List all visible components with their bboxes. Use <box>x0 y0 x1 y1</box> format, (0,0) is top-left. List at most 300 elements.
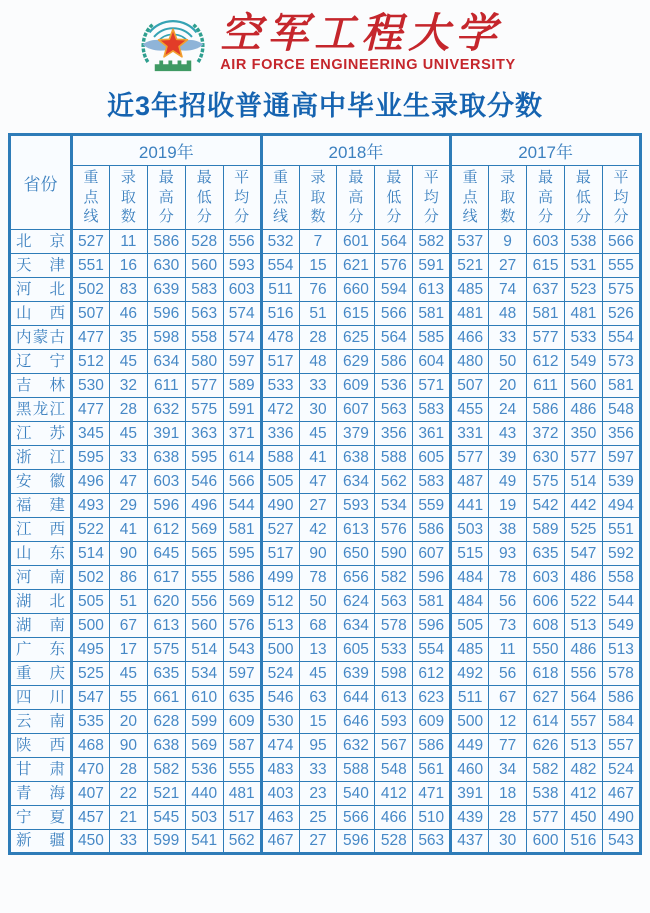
score-cell: 517 <box>261 350 299 374</box>
score-cell: 45 <box>299 422 337 446</box>
score-cell: 556 <box>223 230 261 254</box>
score-cell: 28 <box>109 758 147 782</box>
score-cell: 600 <box>527 830 565 854</box>
score-cell: 615 <box>337 302 375 326</box>
score-cell: 615 <box>527 254 565 278</box>
score-cell: 555 <box>223 758 261 782</box>
score-cell: 539 <box>602 470 640 494</box>
score-cell: 591 <box>223 398 261 422</box>
score-cell: 618 <box>527 662 565 686</box>
province-name: 内蒙古 <box>10 326 72 350</box>
score-cell: 450 <box>564 806 602 830</box>
score-cell: 595 <box>185 446 223 470</box>
score-cell: 577 <box>451 446 489 470</box>
score-cell: 33 <box>299 758 337 782</box>
score-cell: 611 <box>147 374 185 398</box>
province-name: 新疆 <box>10 830 72 854</box>
score-cell: 576 <box>223 614 261 638</box>
score-cell: 477 <box>72 326 110 350</box>
table-row <box>10 590 641 614</box>
score-cell: 28 <box>299 326 337 350</box>
score-cell: 629 <box>337 350 375 374</box>
score-cell: 599 <box>147 830 185 854</box>
score-cell: 514 <box>72 542 110 566</box>
score-cell: 486 <box>564 566 602 590</box>
score-cell: 583 <box>413 398 451 422</box>
score-cell: 533 <box>564 326 602 350</box>
score-cell: 502 <box>72 566 110 590</box>
score-cell: 77 <box>489 734 527 758</box>
score-cell: 513 <box>564 734 602 758</box>
score-cell: 483 <box>261 758 299 782</box>
score-cell: 39 <box>489 446 527 470</box>
score-cell: 543 <box>602 830 640 854</box>
score-cell: 588 <box>337 758 375 782</box>
score-cell: 560 <box>185 614 223 638</box>
score-cell: 486 <box>564 398 602 422</box>
score-cell: 468 <box>72 734 110 758</box>
score-cell: 540 <box>337 782 375 806</box>
score-cell: 586 <box>147 230 185 254</box>
score-cell: 634 <box>337 614 375 638</box>
score-cell: 588 <box>375 446 413 470</box>
score-cell: 507 <box>451 374 489 398</box>
score-cell: 331 <box>451 422 489 446</box>
score-cell: 43 <box>489 422 527 446</box>
score-cell: 610 <box>185 686 223 710</box>
table-row <box>10 470 641 494</box>
score-cell: 562 <box>375 470 413 494</box>
score-cell: 67 <box>489 686 527 710</box>
score-cell: 32 <box>109 374 147 398</box>
score-cell: 24 <box>489 398 527 422</box>
score-cell: 450 <box>72 830 110 854</box>
score-cell: 25 <box>299 806 337 830</box>
score-cell: 372 <box>527 422 565 446</box>
score-cell: 56 <box>489 662 527 686</box>
score-cell: 634 <box>147 350 185 374</box>
score-cell: 545 <box>147 806 185 830</box>
score-cell: 56 <box>489 590 527 614</box>
score-cell: 547 <box>564 542 602 566</box>
score-cell: 613 <box>337 518 375 542</box>
score-cell: 609 <box>337 374 375 398</box>
score-cell: 581 <box>413 590 451 614</box>
score-cell: 560 <box>564 374 602 398</box>
score-cell: 516 <box>564 830 602 854</box>
province-name: 辽宁 <box>10 350 72 374</box>
score-cell: 30 <box>299 398 337 422</box>
metric-header: 平均分 <box>602 166 640 230</box>
score-cell: 578 <box>375 614 413 638</box>
score-cell: 490 <box>261 494 299 518</box>
score-cell: 47 <box>299 470 337 494</box>
score-cell: 560 <box>185 254 223 278</box>
score-cell: 586 <box>375 350 413 374</box>
score-cell: 48 <box>489 302 527 326</box>
score-cell: 585 <box>413 326 451 350</box>
score-cell: 577 <box>527 806 565 830</box>
year-header-2017: 2017年 <box>451 135 641 166</box>
score-cell: 661 <box>147 686 185 710</box>
score-cell: 29 <box>109 494 147 518</box>
score-cell: 517 <box>223 806 261 830</box>
score-cell: 492 <box>451 662 489 686</box>
score-cell: 660 <box>337 278 375 302</box>
score-cell: 583 <box>413 470 451 494</box>
score-cell: 530 <box>72 374 110 398</box>
score-cell: 656 <box>337 566 375 590</box>
score-cell: 549 <box>602 614 640 638</box>
table-row <box>10 662 641 686</box>
score-cell: 391 <box>147 422 185 446</box>
score-cell: 481 <box>223 782 261 806</box>
score-cell: 623 <box>413 686 451 710</box>
score-cell: 547 <box>72 686 110 710</box>
table-row <box>10 446 641 470</box>
score-cell: 565 <box>185 542 223 566</box>
score-cell: 581 <box>413 302 451 326</box>
score-cell: 38 <box>489 518 527 542</box>
score-cell: 577 <box>564 446 602 470</box>
score-cell: 440 <box>185 782 223 806</box>
score-cell: 486 <box>564 638 602 662</box>
score-cell: 589 <box>223 374 261 398</box>
university-name-block <box>220 9 516 73</box>
score-cell: 49 <box>489 470 527 494</box>
score-cell: 500 <box>261 638 299 662</box>
score-cell: 554 <box>261 254 299 278</box>
score-cell: 589 <box>527 518 565 542</box>
score-cell: 571 <box>413 374 451 398</box>
score-cell: 21 <box>109 806 147 830</box>
score-cell: 554 <box>602 326 640 350</box>
score-cell: 601 <box>337 230 375 254</box>
score-cell: 33 <box>299 374 337 398</box>
province-name: 河北 <box>10 278 72 302</box>
score-cell: 471 <box>413 782 451 806</box>
province-name: 河南 <box>10 566 72 590</box>
province-name: 北京 <box>10 230 72 254</box>
score-cell: 562 <box>223 830 261 854</box>
score-cell: 514 <box>564 470 602 494</box>
score-cell: 593 <box>337 494 375 518</box>
score-cell: 530 <box>261 710 299 734</box>
score-cell: 27 <box>299 494 337 518</box>
score-cell: 27 <box>299 830 337 854</box>
table-body <box>10 230 641 854</box>
score-cell: 90 <box>299 542 337 566</box>
score-cell: 580 <box>185 350 223 374</box>
score-cell: 621 <box>337 254 375 278</box>
province-name: 四川 <box>10 686 72 710</box>
score-cell: 556 <box>185 590 223 614</box>
score-cell: 596 <box>147 302 185 326</box>
score-cell: 586 <box>413 518 451 542</box>
score-cell: 13 <box>299 638 337 662</box>
score-cell: 11 <box>489 638 527 662</box>
score-cell: 611 <box>527 374 565 398</box>
admission-scores-table <box>8 133 642 855</box>
table-row <box>10 350 641 374</box>
score-cell: 566 <box>375 302 413 326</box>
score-cell: 33 <box>109 446 147 470</box>
score-cell: 544 <box>223 494 261 518</box>
score-cell: 632 <box>147 398 185 422</box>
province-name: 浙江 <box>10 446 72 470</box>
score-cell: 551 <box>602 518 640 542</box>
score-cell: 503 <box>451 518 489 542</box>
score-cell: 605 <box>337 638 375 662</box>
score-cell: 595 <box>223 542 261 566</box>
score-cell: 603 <box>527 566 565 590</box>
table-row <box>10 230 641 254</box>
province-name: 陕西 <box>10 734 72 758</box>
table-row <box>10 494 641 518</box>
score-cell: 538 <box>564 230 602 254</box>
province-name: 山东 <box>10 542 72 566</box>
score-cell: 23 <box>299 782 337 806</box>
score-cell: 356 <box>375 422 413 446</box>
score-cell: 544 <box>602 590 640 614</box>
table-row <box>10 782 641 806</box>
score-cell: 513 <box>261 614 299 638</box>
score-cell: 42 <box>299 518 337 542</box>
year-header-2018: 2018年 <box>261 135 451 166</box>
metric-header: 重点线 <box>261 166 299 230</box>
score-cell: 563 <box>413 830 451 854</box>
score-cell: 536 <box>375 374 413 398</box>
score-cell: 22 <box>109 782 147 806</box>
score-cell: 516 <box>261 302 299 326</box>
score-cell: 576 <box>375 518 413 542</box>
score-cell: 467 <box>261 830 299 854</box>
score-cell: 558 <box>602 566 640 590</box>
score-cell: 612 <box>147 518 185 542</box>
score-cell: 612 <box>413 662 451 686</box>
score-cell: 9 <box>489 230 527 254</box>
score-cell: 76 <box>299 278 337 302</box>
score-cell: 11 <box>109 230 147 254</box>
score-cell: 45 <box>299 662 337 686</box>
score-cell: 587 <box>223 734 261 758</box>
score-cell: 582 <box>375 566 413 590</box>
score-cell: 538 <box>527 782 565 806</box>
score-cell: 95 <box>299 734 337 758</box>
score-cell: 578 <box>602 662 640 686</box>
score-cell: 650 <box>337 542 375 566</box>
score-cell: 582 <box>527 758 565 782</box>
score-cell: 41 <box>299 446 337 470</box>
score-cell: 480 <box>451 350 489 374</box>
score-cell: 525 <box>72 662 110 686</box>
score-cell: 510 <box>413 806 451 830</box>
table-header <box>10 135 641 230</box>
table-row <box>10 734 641 758</box>
province-name: 江苏 <box>10 422 72 446</box>
score-cell: 555 <box>602 254 640 278</box>
score-cell: 637 <box>527 278 565 302</box>
score-cell: 496 <box>72 470 110 494</box>
score-cell: 564 <box>375 230 413 254</box>
province-name: 宁夏 <box>10 806 72 830</box>
score-cell: 17 <box>109 638 147 662</box>
score-cell: 499 <box>261 566 299 590</box>
metric-header: 最高分 <box>527 166 565 230</box>
score-cell: 534 <box>185 662 223 686</box>
score-cell: 463 <box>261 806 299 830</box>
score-cell: 507 <box>72 302 110 326</box>
air-force-emblem-logo <box>134 5 212 81</box>
score-cell: 512 <box>72 350 110 374</box>
score-cell: 34 <box>489 758 527 782</box>
score-cell: 391 <box>451 782 489 806</box>
score-cell: 531 <box>564 254 602 278</box>
province-name: 广东 <box>10 638 72 662</box>
province-name: 福建 <box>10 494 72 518</box>
table-row <box>10 542 641 566</box>
score-cell: 603 <box>147 470 185 494</box>
province-name: 吉林 <box>10 374 72 398</box>
score-cell: 50 <box>299 590 337 614</box>
score-cell: 485 <box>451 278 489 302</box>
score-cell: 630 <box>527 446 565 470</box>
score-cell: 581 <box>527 302 565 326</box>
score-cell: 532 <box>261 230 299 254</box>
score-cell: 613 <box>147 614 185 638</box>
score-cell: 503 <box>185 806 223 830</box>
score-cell: 7 <box>299 230 337 254</box>
province-name: 湖北 <box>10 590 72 614</box>
score-cell: 609 <box>223 710 261 734</box>
table-row <box>10 614 641 638</box>
score-cell: 577 <box>527 326 565 350</box>
score-cell: 556 <box>564 662 602 686</box>
score-cell: 481 <box>451 302 489 326</box>
score-cell: 624 <box>337 590 375 614</box>
score-cell: 74 <box>489 278 527 302</box>
score-cell: 47 <box>109 470 147 494</box>
score-cell: 612 <box>527 350 565 374</box>
score-cell: 554 <box>413 638 451 662</box>
score-cell: 563 <box>375 398 413 422</box>
score-cell: 569 <box>223 590 261 614</box>
score-cell: 574 <box>223 302 261 326</box>
score-cell: 46 <box>109 302 147 326</box>
score-cell: 563 <box>375 590 413 614</box>
score-cell: 73 <box>489 614 527 638</box>
score-cell: 549 <box>564 350 602 374</box>
score-cell: 596 <box>337 830 375 854</box>
province-name: 江西 <box>10 518 72 542</box>
score-cell: 584 <box>602 710 640 734</box>
score-cell: 586 <box>527 398 565 422</box>
score-cell: 635 <box>223 686 261 710</box>
score-cell: 345 <box>72 422 110 446</box>
score-cell: 563 <box>185 302 223 326</box>
score-cell: 12 <box>489 710 527 734</box>
score-cell: 582 <box>147 758 185 782</box>
score-cell: 566 <box>337 806 375 830</box>
score-cell: 575 <box>602 278 640 302</box>
score-cell: 336 <box>261 422 299 446</box>
score-cell: 33 <box>489 326 527 350</box>
year-header-2019: 2019年 <box>72 135 262 166</box>
score-cell: 638 <box>147 446 185 470</box>
score-cell: 590 <box>375 542 413 566</box>
university-name-en: AIR FORCE ENGINEERING UNIVERSITY <box>220 56 516 73</box>
score-cell: 614 <box>223 446 261 470</box>
score-cell: 407 <box>72 782 110 806</box>
metric-header: 最低分 <box>375 166 413 230</box>
score-cell: 592 <box>602 542 640 566</box>
score-cell: 583 <box>185 278 223 302</box>
province-name: 湖南 <box>10 614 72 638</box>
score-cell: 598 <box>375 662 413 686</box>
score-cell: 613 <box>375 686 413 710</box>
table-row <box>10 374 641 398</box>
score-cell: 505 <box>261 470 299 494</box>
score-cell: 630 <box>147 254 185 278</box>
metric-header: 最低分 <box>564 166 602 230</box>
score-cell: 493 <box>72 494 110 518</box>
score-cell: 524 <box>261 662 299 686</box>
score-cell: 569 <box>185 734 223 758</box>
score-cell: 593 <box>375 710 413 734</box>
score-cell: 68 <box>299 614 337 638</box>
metric-header: 录取数 <box>109 166 147 230</box>
score-cell: 517 <box>261 542 299 566</box>
score-cell: 494 <box>602 494 640 518</box>
score-cell: 524 <box>602 758 640 782</box>
score-cell: 490 <box>602 806 640 830</box>
score-cell: 576 <box>375 254 413 278</box>
score-cell: 474 <box>261 734 299 758</box>
score-cell: 542 <box>527 494 565 518</box>
score-cell: 35 <box>109 326 147 350</box>
university-name-cn: 空军工程大学 <box>220 9 503 58</box>
score-cell: 15 <box>299 710 337 734</box>
score-cell: 30 <box>489 830 527 854</box>
table-row <box>10 302 641 326</box>
score-cell: 613 <box>413 278 451 302</box>
score-cell: 521 <box>451 254 489 278</box>
score-cell: 638 <box>337 446 375 470</box>
score-cell: 597 <box>223 350 261 374</box>
table-row <box>10 638 641 662</box>
table-row <box>10 566 641 590</box>
score-cell: 625 <box>337 326 375 350</box>
score-cell: 361 <box>413 422 451 446</box>
score-cell: 581 <box>223 518 261 542</box>
score-cell: 522 <box>564 590 602 614</box>
score-cell: 537 <box>451 230 489 254</box>
score-cell: 557 <box>564 710 602 734</box>
score-cell: 541 <box>185 830 223 854</box>
score-cell: 596 <box>147 494 185 518</box>
score-cell: 646 <box>337 710 375 734</box>
table-row <box>10 758 641 782</box>
table-row <box>10 710 641 734</box>
score-cell: 500 <box>451 710 489 734</box>
score-cell: 442 <box>564 494 602 518</box>
score-cell: 55 <box>109 686 147 710</box>
score-cell: 523 <box>564 278 602 302</box>
score-cell: 525 <box>564 518 602 542</box>
score-cell: 441 <box>451 494 489 518</box>
table-row <box>10 518 641 542</box>
score-cell: 551 <box>72 254 110 278</box>
